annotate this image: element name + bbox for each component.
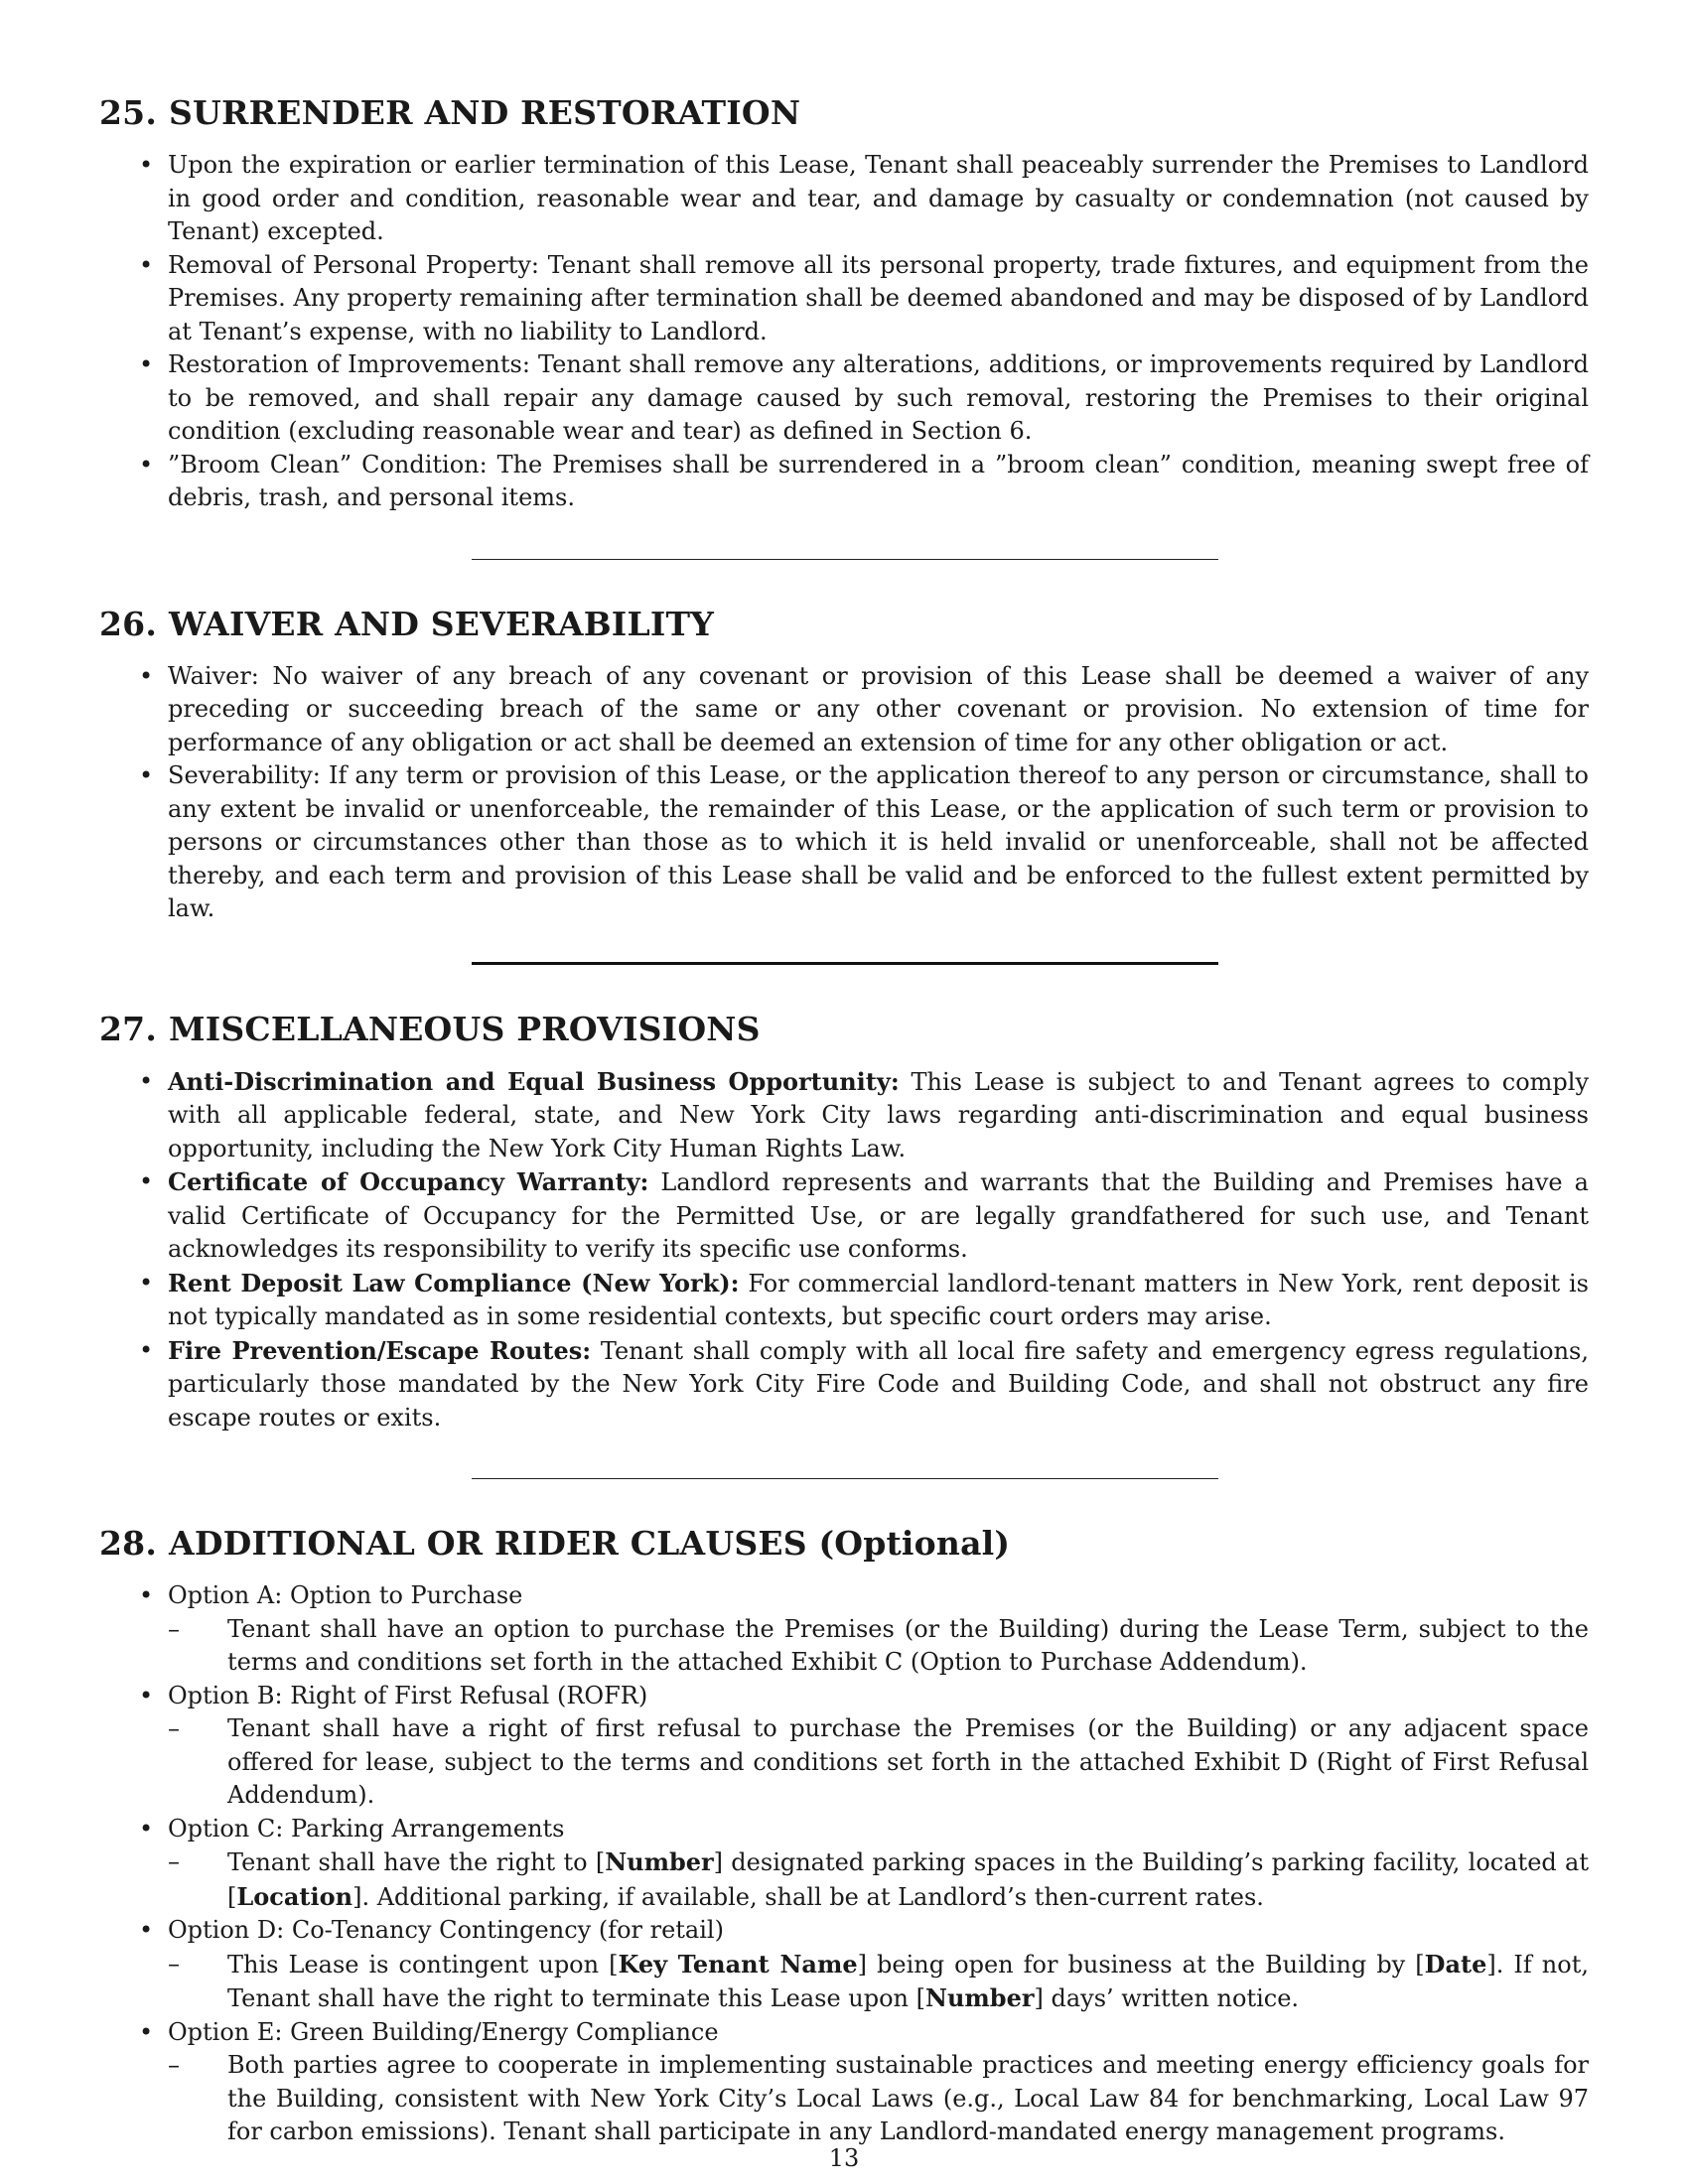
item-label: Anti-Discrimination and Equal Business Opportunity: xyxy=(168,1066,900,1096)
list-item xyxy=(99,1165,1589,1267)
section-title: SURRENDER AND RESTORATION xyxy=(169,93,801,132)
placeholder-field: Number xyxy=(925,1983,1035,2012)
item-label: Rent Deposit Law Compliance (New York): xyxy=(168,1268,740,1297)
item-text: Landlord represents and warrants that the Building and Premises have a valid Certificate of Occupancy for the Permitted Use, or are legally grandfathered for such use, and Tenant acknowledges its responsibility to verify its specific use conforms. xyxy=(168,1168,1589,1263)
item-text: Tenant shall comply with all local fire safety and emergency egress regulations, particularly those mandated by the New York City Fire Code and Building Code, and shall not obstruct any fire escape routes or exits. xyxy=(168,1336,1590,1432)
sub-list xyxy=(168,1613,1589,1680)
list-item: • Waiver: No waiver of any breach of any covenant or provision of this Lease shall be deemed a waiver of any preceding or succeeding breach of the same or any other covenant or provision. No extension of time for performance of any obligation or act shall be deemed an extension of time for any other obligation or act. xyxy=(99,660,1589,760)
placeholder-field: Number xyxy=(605,1847,714,1876)
sub-list xyxy=(168,2049,1589,2149)
section-28 xyxy=(99,1522,1589,2149)
list-item xyxy=(99,1267,1589,1334)
list-item xyxy=(99,2016,1589,2149)
sub-text: ] designated parking spaces in the Building’s parking facility, located at [ xyxy=(227,1848,1589,1911)
item-text: For commercial landlord-tenant matters in New York, rent deposit is not typically mandated as in some residential contexts, but specific court orders may arise. xyxy=(168,1269,1589,1330)
item-label: Fire Prevention/Escape Routes: xyxy=(168,1335,592,1365)
section-25 xyxy=(99,91,1589,515)
bullet-list xyxy=(99,149,1589,515)
section-27 xyxy=(99,1008,1589,1435)
placeholder-field: Date xyxy=(1424,1949,1487,1979)
option-label: Option B: Right of First Refusal (ROFR) xyxy=(168,1681,648,1709)
section-number: 25. xyxy=(99,93,158,132)
section-title: ADDITIONAL OR RIDER CLAUSES (Optional) xyxy=(169,1524,1011,1563)
placeholder-field: Location xyxy=(236,1881,353,1911)
list-item xyxy=(99,1065,1589,1166)
sub-list xyxy=(168,1712,1589,1813)
sub-item xyxy=(168,1845,1589,1914)
item-label: Certificate of Occupancy Warranty: xyxy=(168,1167,649,1196)
sub-list xyxy=(168,1948,1589,2016)
list-item: • Upon the expiration or earlier termination of this Lease, Tenant shall peaceably surrender the Premises to Landlord in good order and condition, reasonable wear and tear, and damage by casualty or condemnation (not caused by Tenant) excepted. xyxy=(99,149,1589,249)
section-number: 27. xyxy=(99,1009,158,1048)
list-item xyxy=(99,1680,1589,1813)
section-title: WAIVER AND SEVERABILITY xyxy=(169,604,715,643)
sub-text: This Lease is contingent upon [ xyxy=(227,1950,619,1979)
section-heading xyxy=(99,91,1589,135)
option-label: Option A: Option to Purchase xyxy=(168,1581,523,1609)
section-heading xyxy=(99,1008,1589,1051)
sub-item: – Tenant shall have an option to purchase the Premises (or the Building) during the Lease Term, subject to the terms and conditions set forth in the attached Exhibit C (Option to Purchase Addendum). xyxy=(168,1613,1589,1680)
sub-item: – Tenant shall have a right of first refusal to purchase the Premises (or the Building) or any adjacent space offered for lease, subject to the terms and conditions set forth in the attached Exhibit D (Right of First Refusal Addendum). xyxy=(168,1712,1589,1813)
option-label: Option E: Green Building/Energy Compliance xyxy=(168,2017,719,2046)
option-label: Option C: Parking Arrangements xyxy=(168,1814,565,1843)
section-heading xyxy=(99,1522,1589,1566)
placeholder-field: Key Tenant Name xyxy=(618,1949,858,1979)
list-item: • Restoration of Improvements: Tenant shall remove any alterations, additions, or improvements required by Landlord to be removed, and shall repair any damage caused by such removal, restoring the Premises to their original condition (excluding reasonable wear and tear) as defined in Section 6. xyxy=(99,348,1589,449)
list-item xyxy=(99,1334,1589,1435)
page-number: 13 xyxy=(828,2144,860,2172)
bullet-list xyxy=(99,1579,1589,2149)
sub-item: – Both parties agree to cooperate in implementing sustainable practices and meeting energy efficiency goals for the Building, consistent with New York City’s Local Laws (e.g., Local Law 84 for benchmarking, Local Law 97 for carbon emissions). Tenant shall participate in any Landlord-mandated energy management programs. xyxy=(168,2049,1589,2149)
option-label: Option D: Co-Tenancy Contingency (for retail) xyxy=(168,1916,724,1944)
sub-text: ]. Additional parking, if available, shall be at Landlord’s then-current rates. xyxy=(352,1882,1264,1911)
list-item: • ”Broom Clean” Condition: The Premises shall be surrendered in a ”broom clean” condition, meaning swept free of debris, trash, and personal items. xyxy=(99,449,1589,515)
sub-text: ] days’ written notice. xyxy=(1034,1984,1300,2012)
list-item: • Severability: If any term or provision of this Lease, or the application thereof to any person or circumstance, shall to any extent be invalid or unenforceable, the remainder of this Lease, or the application of such term or provision to persons or circumstances other than those as to which it is held invalid or unenforceable, shall not be affected thereby, and each term and provision of this Lease shall be valid and be enforced to the fullest extent permitted by law. xyxy=(99,759,1589,926)
section-26 xyxy=(99,603,1589,926)
sub-list xyxy=(168,1845,1589,1914)
sub-item xyxy=(168,1948,1589,2016)
list-item xyxy=(99,1813,1589,1915)
item-text: This Lease is subject to and Tenant agrees to comply with all applicable federal, state, and New York City laws regarding anti-discrimination and equal business opportunity, including the New York City Human Rights Law. xyxy=(168,1067,1590,1162)
sub-text: Tenant shall have the right to [ xyxy=(227,1848,606,1876)
section-number: 26. xyxy=(99,604,158,643)
section-number: 28. xyxy=(99,1524,158,1563)
section-title: MISCELLANEOUS PROVISIONS xyxy=(169,1009,761,1048)
list-item xyxy=(99,1579,1589,1680)
list-item xyxy=(99,1914,1589,2016)
list-item: • Removal of Personal Property: Tenant shall remove all its personal property, trade fixtures, and equipment from the Premises. Any property remaining after termination shall be deemed abandoned and may be disposed of by Landlord at Tenant’s expense, with no liability to Landlord. xyxy=(99,249,1589,349)
sub-text: ] being open for business at the Building by [ xyxy=(857,1950,1425,1979)
document-page xyxy=(99,91,1589,2149)
bullet-list xyxy=(99,660,1589,926)
bullet-list xyxy=(99,1065,1589,1435)
section-heading xyxy=(99,603,1589,646)
sub-text: ]. If not, Tenant shall have the right to terminate this Lease upon [ xyxy=(227,1950,1589,2012)
